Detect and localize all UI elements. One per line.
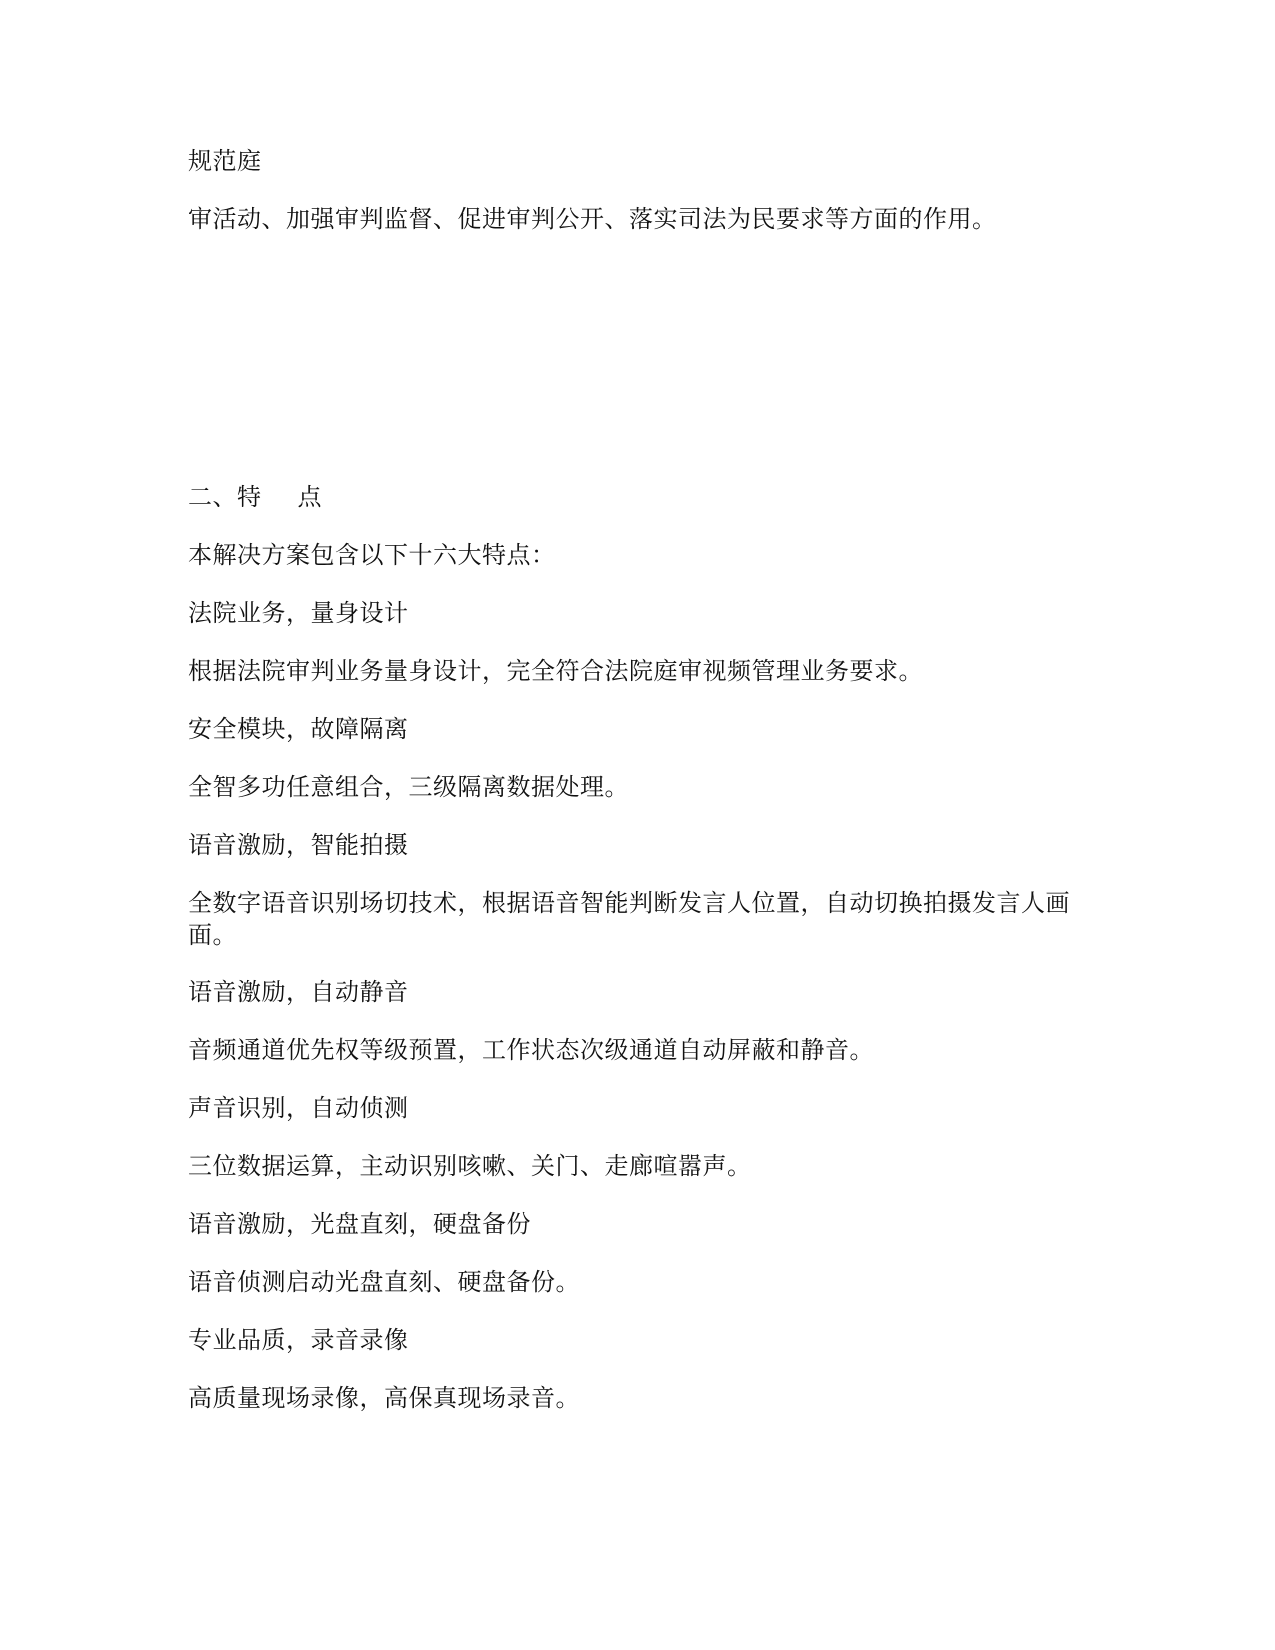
feature-title: 声音识别，自动侦测 [188, 1094, 409, 1122]
feature-description: 全数字语音识别场切技术，根据语音智能判断发言人位置，自动切换拍摄发言人画面。 [188, 889, 1070, 949]
intro-fragment-1: 规范庭 [188, 147, 262, 175]
feature-description: 三位数据运算，主动识别咳嗽、关门、走廊喧嚣声。 [188, 1152, 752, 1180]
intro-fragment-2: 审活动、加强审判监督、促进审判公开、落实司法为民要求等方面的作用。 [188, 205, 997, 233]
feature-title: 语音激励，光盘直刻，硬盘备份 [188, 1210, 531, 1238]
feature-description: 根据法院审判业务量身设计，完全符合法院庭审视频管理业务要求。 [188, 657, 923, 685]
feature-title: 专业品质，录音录像 [188, 1326, 409, 1354]
feature-title: 法院业务，量身设计 [188, 599, 409, 627]
section-heading [188, 482, 322, 512]
feature-description: 音频通道优先权等级预置，工作状态次级通道自动屏蔽和静音。 [188, 1036, 874, 1064]
section-intro: 本解决方案包含以下十六大特点： [188, 541, 556, 569]
section-heading-number: 二、特 [188, 483, 262, 511]
feature-description: 全智多功任意组合，三级隔离数据处理。 [188, 773, 629, 801]
feature-title: 语音激励，智能拍摄 [188, 831, 409, 859]
section-heading-tail: 点 [297, 483, 322, 511]
feature-description: 语音侦测启动光盘直刻、硬盘备份。 [188, 1268, 580, 1296]
feature-description: 高质量现场录像，高保真现场录音。 [188, 1384, 580, 1412]
feature-title: 语音激励，自动静音 [188, 978, 409, 1006]
feature-title: 安全模块，故障隔离 [188, 715, 409, 743]
